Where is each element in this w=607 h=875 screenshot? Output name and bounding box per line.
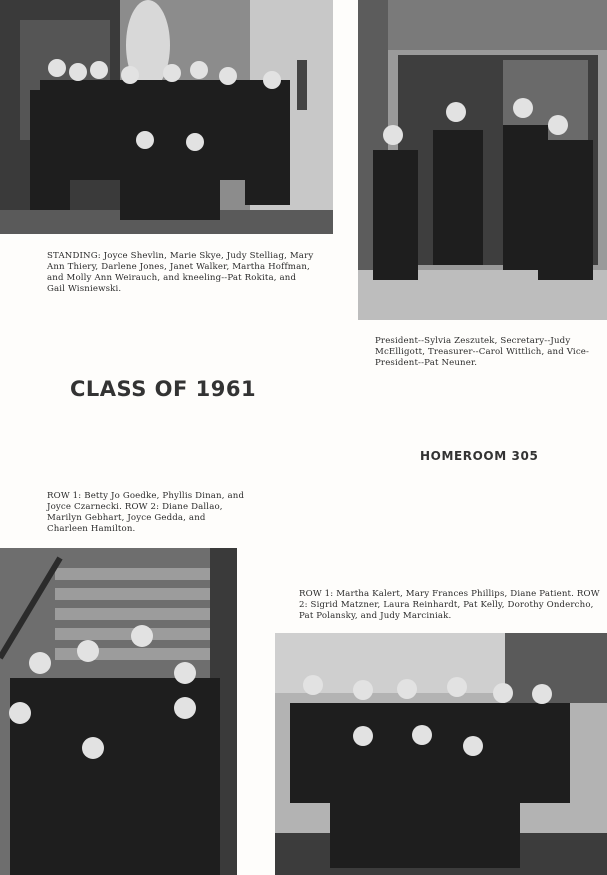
page-subtitle: HOMEROOM 305	[420, 449, 539, 463]
caption-standing-group: STANDING: Joyce Shevlin, Marie Skye, Judy Stelliag, Mary Ann Thiery, Darlene Jones, Janet Walker, Martha Hoffman, and Molly Ann Weirauch, and kneeling--Pat Rokita, and Gail Wisniewski.	[47, 251, 314, 294]
caption-stairs-group: ROW 1: Betty Jo Goedke, Phyllis Dinan, and Joyce Czarnecki. ROW 2: Diane Dallao, Marilyn Gebhart, Joyce Gedda, and Charleen Hamilton.	[47, 491, 245, 534]
page-title: CLASS OF 1961	[70, 377, 257, 401]
caption-officers: President--Sylvia Zeszutek, Secretary--Judy McElligott, Treasurer--Carol Wittlich, and Vice-President--Pat Neuner.	[375, 336, 590, 368]
photo-officers	[358, 0, 607, 320]
photo-standing-group	[0, 0, 333, 234]
caption-homeroom-group: ROW 1: Martha Kalert, Mary Frances Phillips, Diane Patient. ROW 2: Sigrid Matzner, Laura Reinhardt, Pat Kelly, Dorothy Ondercho, Pat Polansky, and Judy Marciniak.	[299, 589, 600, 621]
photo-homeroom-group	[275, 633, 607, 875]
photo-stairs-group	[0, 548, 237, 875]
